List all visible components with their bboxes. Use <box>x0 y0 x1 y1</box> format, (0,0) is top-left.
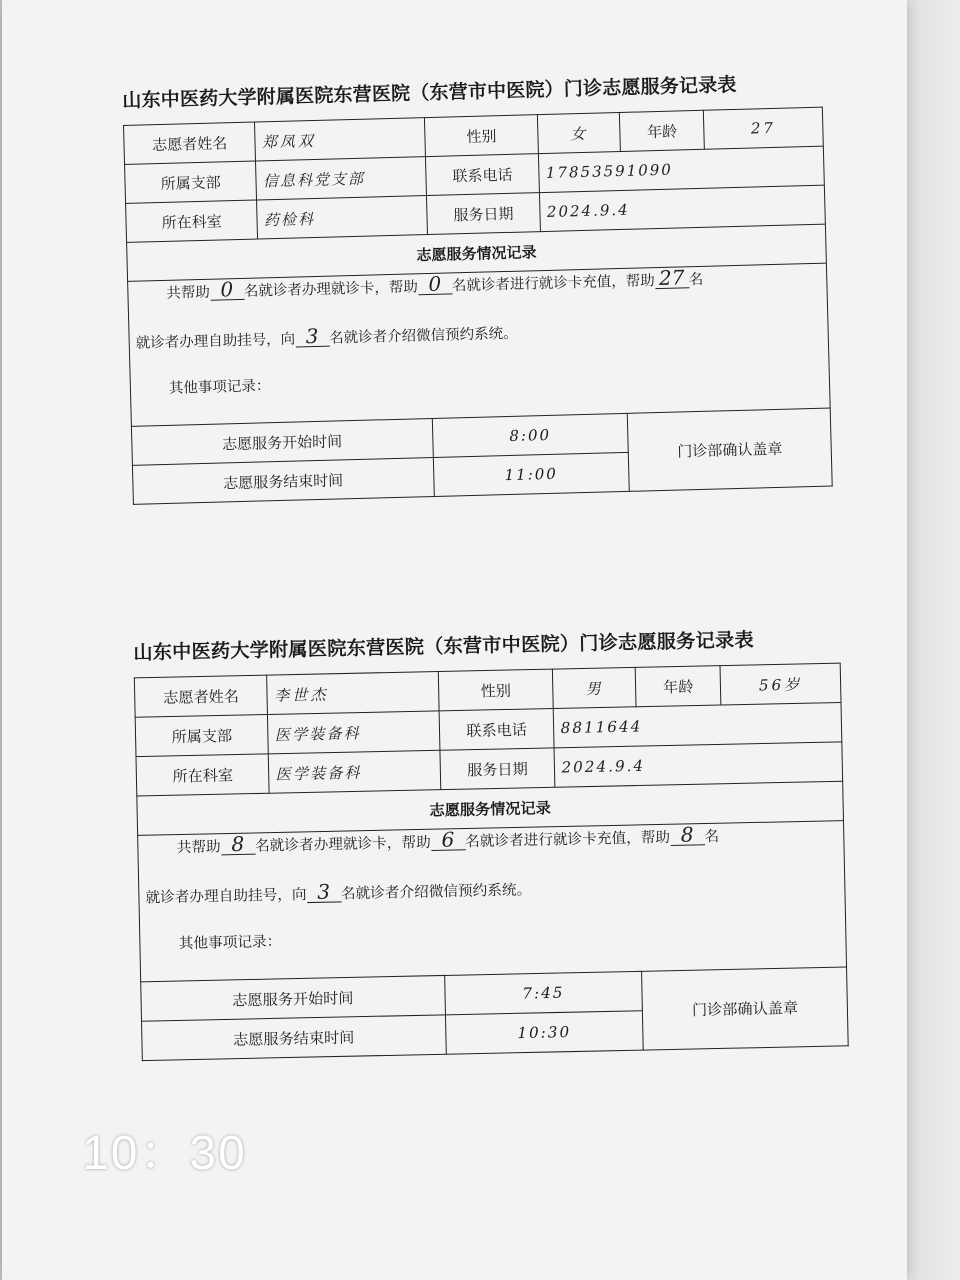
time-overlay: 10：30 <box>82 1127 247 1180</box>
start-time-label: 志愿服务开始时间 <box>141 975 445 1021</box>
start-time-value: 8:00 <box>432 413 629 457</box>
wechat-count: 3 <box>295 326 330 348</box>
age-value: 27 <box>703 107 823 149</box>
dept-label: 所在科室 <box>136 754 270 796</box>
stamp-label: 门诊部确认盖章 <box>628 408 833 491</box>
form-title: 山东中医药大学附属医院东营医院（东营市中医院）门诊志愿服务记录表 <box>122 73 737 112</box>
dept-value: 药检科 <box>257 196 427 239</box>
record-form-2 <box>133 623 849 1061</box>
branch-value: 医学装备科 <box>268 711 440 754</box>
branch-value: 信息科党支部 <box>256 157 426 200</box>
end-time-label: 志愿服务结束时间 <box>142 1015 446 1061</box>
section-heading: 志愿服务情况记录 <box>127 224 827 281</box>
start-time-label: 志愿服务开始时间 <box>131 419 432 466</box>
gender-value: 男 <box>553 667 636 708</box>
end-time-value: 10:30 <box>445 1011 643 1055</box>
phone-value: 17853591090 <box>539 146 824 192</box>
date-value: 2024.9.4 <box>540 185 825 231</box>
service-line-1: 共帮助 0 名就诊者办理就诊卡，帮助 0 名就诊者进行就诊卡充值，帮助 27 名 <box>166 265 704 302</box>
dept-value: 医学装备科 <box>269 750 441 793</box>
form-title: 山东中医药大学附属医院东营医院（东营市中医院）门诊志愿服务记录表 <box>133 629 754 665</box>
service-record <box>138 821 847 982</box>
service-line-1: 共帮助 8 名就诊者办理就诊卡，帮助 6 名就诊者进行就诊卡充值，帮助 8 名 <box>176 822 720 857</box>
branch-label: 所属支部 <box>135 714 269 756</box>
form-table <box>134 663 849 1062</box>
name-value: 李世杰 <box>267 672 439 715</box>
other-notes-label: 其他事项记录： <box>178 933 282 953</box>
recharge-count: 0 <box>418 273 453 295</box>
service-record <box>128 263 831 426</box>
recharge-count: 6 <box>430 829 465 851</box>
card-count: 8 <box>220 833 255 855</box>
age-label: 年龄 <box>620 110 705 151</box>
gender-label: 性别 <box>424 115 539 157</box>
phone-label: 联系电话 <box>439 708 555 750</box>
age-label: 年龄 <box>635 666 721 707</box>
date-label: 服务日期 <box>426 193 541 235</box>
phone-label: 联系电话 <box>425 154 540 196</box>
form-table <box>123 107 833 505</box>
name-label: 志愿者姓名 <box>134 675 268 717</box>
end-time-label: 志愿服务结束时间 <box>132 457 433 504</box>
gender-label: 性别 <box>438 669 554 711</box>
name-label: 志愿者姓名 <box>124 122 256 164</box>
phone-value: 8811644 <box>554 702 842 747</box>
section-heading: 志愿服务情况记录 <box>137 781 844 835</box>
record-form-1 <box>122 68 833 505</box>
start-time-value: 7:45 <box>444 971 642 1015</box>
wechat-count: 3 <box>306 881 341 903</box>
service-line-2: 就诊者办理自助挂号，向 3 名就诊者介绍微信预约系统。 <box>145 879 532 907</box>
dept-label: 所在科室 <box>126 200 258 242</box>
stamp-label: 门诊部确认盖章 <box>642 967 848 1050</box>
card-count: 0 <box>210 279 245 301</box>
register-count: 8 <box>670 824 705 846</box>
branch-label: 所属支部 <box>125 161 257 203</box>
name-value: 郑凤双 <box>255 118 425 161</box>
date-label: 服务日期 <box>439 748 555 790</box>
age-value: 56岁 <box>720 663 841 705</box>
other-notes-label: 其他事项记录： <box>168 378 271 397</box>
register-count: 27 <box>654 267 689 289</box>
date-value: 2024.9.4 <box>555 742 843 787</box>
end-time-value: 11:00 <box>433 452 630 496</box>
service-line-2: 就诊者办理自助挂号，向 3 名就诊者介绍微信预约系统。 <box>135 323 518 352</box>
gender-value: 女 <box>538 112 621 153</box>
